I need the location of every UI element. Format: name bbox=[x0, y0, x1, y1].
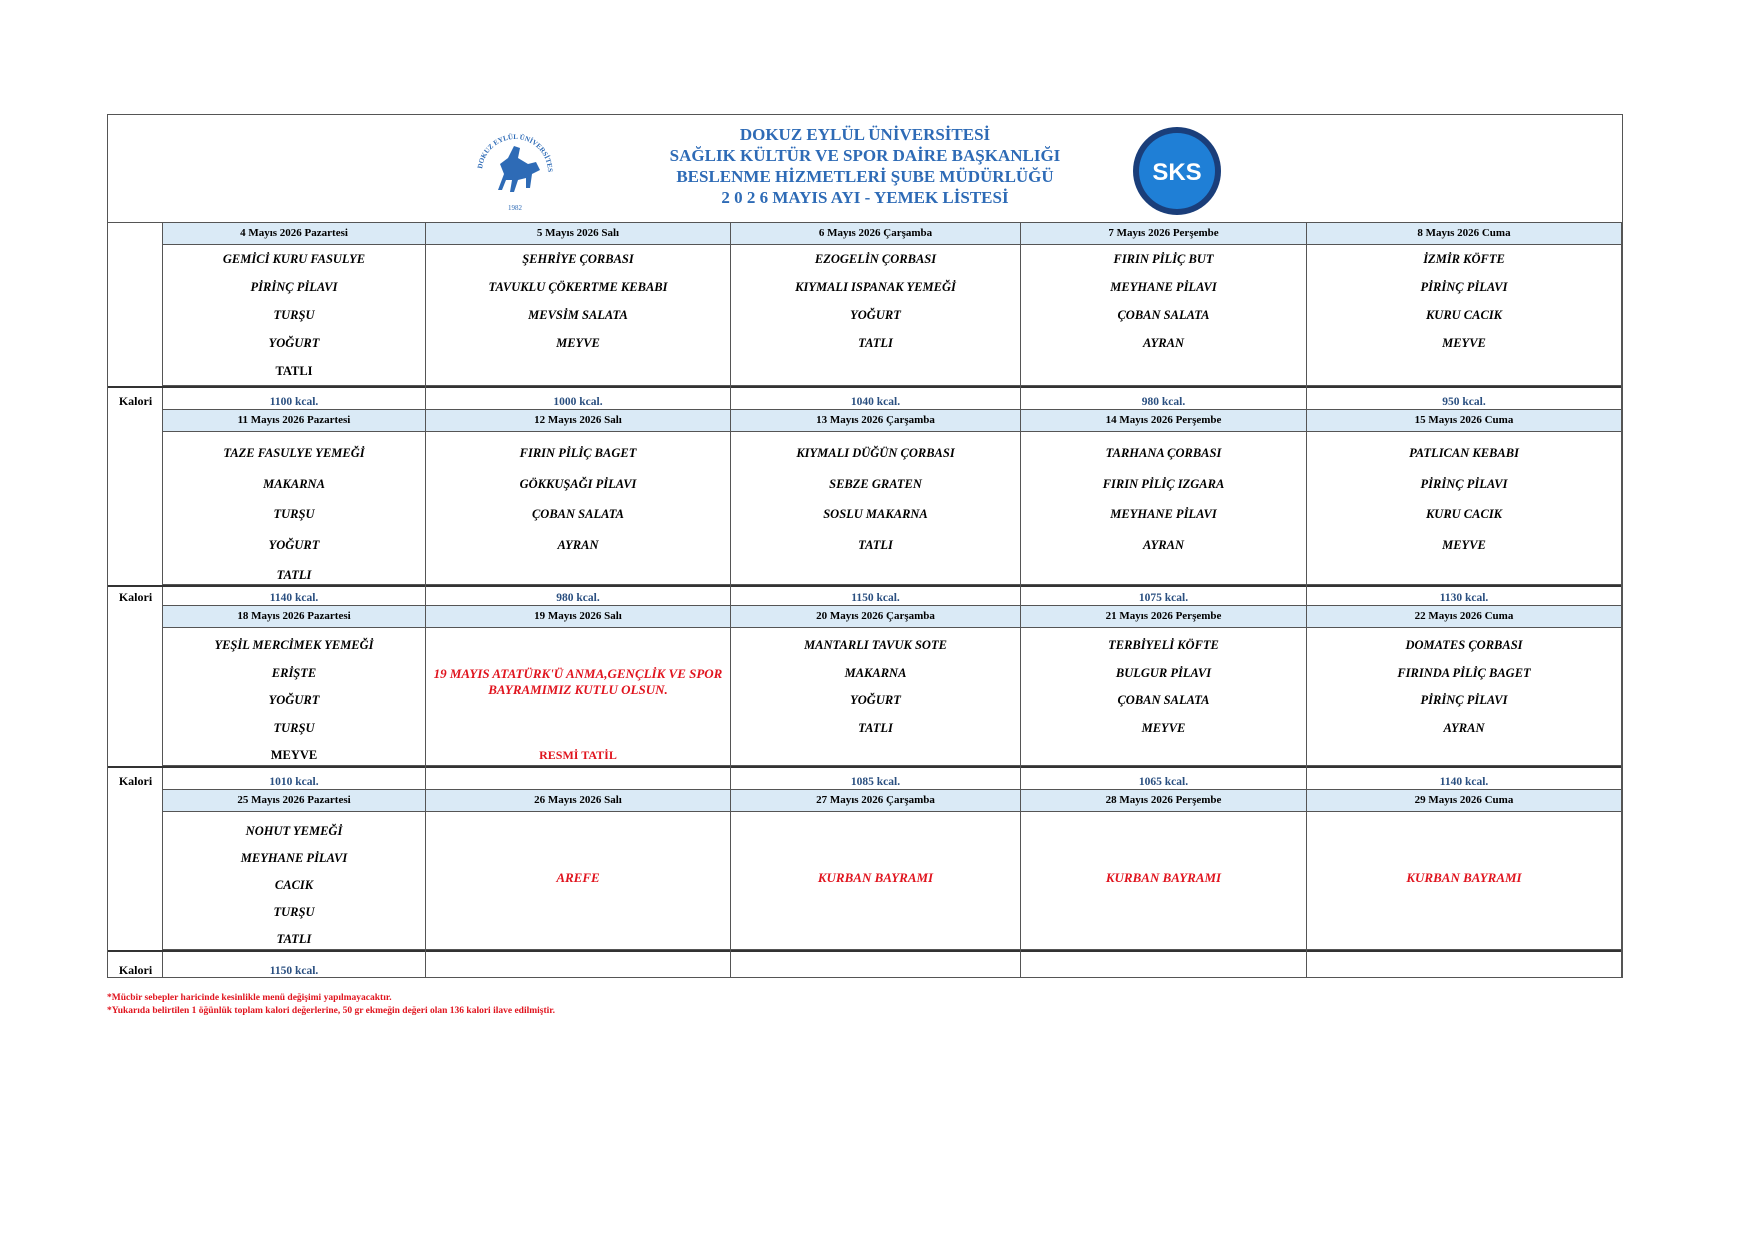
holiday-note-2: RESMİ TATİL bbox=[539, 748, 617, 762]
holiday-note: KURBAN BAYRAMI bbox=[817, 870, 934, 885]
menu-item: MEYVE bbox=[1442, 336, 1486, 350]
day-header: 27 Mayıs 2026 Çarşamba bbox=[731, 789, 1021, 812]
menu-item: ERİŞTE bbox=[271, 665, 317, 680]
menu-item: AYRAN bbox=[557, 537, 599, 552]
kalori-label: Kalori bbox=[118, 963, 153, 977]
day-menu-cell bbox=[731, 432, 1021, 585]
calorie-value bbox=[1307, 950, 1622, 978]
day-header: 6 Mayıs 2026 Çarşamba bbox=[731, 222, 1021, 245]
menu-item: MEYVE bbox=[556, 336, 600, 350]
calorie-value bbox=[1021, 950, 1307, 978]
menu-item: MEYVE bbox=[1141, 720, 1186, 735]
day-header: 15 Mayıs 2026 Cuma bbox=[1307, 409, 1622, 432]
menu-item: SOSLU MAKARNA bbox=[823, 507, 928, 521]
calorie-value: 1140 kcal. bbox=[1307, 766, 1622, 789]
day-header: 21 Mayıs 2026 Perşembe bbox=[1021, 605, 1307, 628]
day-menu-cell bbox=[1307, 432, 1622, 585]
calorie-value: 1040 kcal. bbox=[731, 386, 1021, 409]
menu-item: GÖKKUŞAĞI PİLAVI bbox=[519, 476, 637, 491]
kalori-label: Kalori bbox=[118, 590, 153, 604]
day-header: 22 Mayıs 2026 Cuma bbox=[1307, 605, 1622, 628]
menu-item: TATLI bbox=[276, 568, 312, 582]
week-label-column bbox=[108, 409, 163, 605]
day-header: 18 Mayıs 2026 Pazartesi bbox=[163, 605, 426, 628]
calorie-value bbox=[426, 950, 731, 978]
menu-item: SEBZE GRATEN bbox=[829, 476, 922, 491]
holiday-note: KURBAN BAYRAMI bbox=[1105, 870, 1222, 885]
day-menu-cell bbox=[1307, 812, 1622, 950]
menu-item: MEYVE bbox=[270, 748, 318, 762]
menu-item: PATLICAN KEBABI bbox=[1409, 446, 1519, 460]
menu-item: MEVSİM SALATA bbox=[528, 308, 628, 322]
menu-item: MAKARNA bbox=[263, 476, 325, 491]
logo-left-text: DOKUZ EYLÜL ÜNİVERSİTES bbox=[476, 132, 555, 173]
day-header: 20 Mayıs 2026 Çarşamba bbox=[731, 605, 1021, 628]
day-header: 19 Mayıs 2026 Salı bbox=[426, 605, 731, 628]
menu-item: GEMİCİ KURU FASULYE bbox=[222, 252, 366, 266]
calorie-value: 1100 kcal. bbox=[163, 386, 426, 409]
menu-item: TATLI bbox=[858, 336, 893, 350]
calorie-value: 980 kcal. bbox=[426, 585, 731, 605]
menu-item: YOĞURT bbox=[268, 537, 320, 552]
menu-item: AYRAN bbox=[1143, 537, 1184, 552]
day-header: 29 Mayıs 2026 Cuma bbox=[1307, 789, 1622, 812]
day-menu-cell bbox=[1307, 628, 1622, 766]
menu-item: ŞEHRİYE ÇORBASI bbox=[522, 252, 634, 266]
menu-item: TURŞU bbox=[273, 720, 315, 735]
calorie-value: 1085 kcal. bbox=[731, 766, 1021, 789]
menu-item: TARHANA ÇORBASI bbox=[1105, 446, 1222, 460]
menu-item: YOĞURT bbox=[850, 693, 901, 707]
day-menu-cell bbox=[426, 628, 731, 766]
footnotes bbox=[107, 992, 555, 1018]
menu-item: AYRAN bbox=[1143, 336, 1184, 350]
header bbox=[108, 115, 1622, 223]
day-menu-cell bbox=[1307, 245, 1622, 386]
menu-item: MEYHANE PİLAVI bbox=[240, 851, 348, 865]
calorie-value: 1140 kcal. bbox=[163, 585, 426, 605]
title-block bbox=[108, 124, 1622, 208]
day-menu-cell bbox=[163, 628, 426, 766]
menu-item: MEYVE bbox=[1442, 537, 1486, 552]
menu-item: FIRIN PİLİÇ BAGET bbox=[519, 446, 637, 460]
day-header: 14 Mayıs 2026 Perşembe bbox=[1021, 409, 1307, 432]
title-line-4: 2 0 2 6 MAYIS AYI - YEMEK LİSTESİ bbox=[721, 188, 1009, 207]
menu-item: KURU CACIK bbox=[1425, 308, 1503, 322]
day-menu-cell bbox=[426, 432, 731, 585]
menu-item: İZMİR KÖFTE bbox=[1423, 252, 1505, 266]
logo-left-year: 1982 bbox=[508, 204, 522, 212]
menu-item: DOMATES ÇORBASI bbox=[1405, 638, 1523, 652]
menu-item: YEŞİL MERCİMEK YEMEĞİ bbox=[214, 638, 374, 652]
menu-item: PİRİNÇ PİLAVI bbox=[1420, 693, 1508, 707]
menu-item: CACIK bbox=[274, 878, 314, 892]
day-header: 25 Mayıs 2026 Pazartesi bbox=[163, 789, 426, 812]
day-menu-cell bbox=[163, 245, 426, 386]
menu-item: TAZE FASULYE YEMEĞİ bbox=[223, 446, 365, 460]
menu-item: KURU CACIK bbox=[1425, 507, 1503, 521]
calorie-value: 1150 kcal. bbox=[163, 950, 426, 978]
title-line-2: SAĞLIK KÜLTÜR VE SPOR DAİRE BAŞKANLIĞI bbox=[669, 146, 1061, 165]
day-menu-cell bbox=[1021, 245, 1307, 386]
menu-item: KIYMALI DÜĞÜN ÇORBASI bbox=[796, 446, 955, 460]
week-label-column bbox=[108, 222, 163, 409]
footnote-1: *Mücbir sebepler haricinde kesinlikle menü değişimi yapılmayacaktır. bbox=[107, 993, 392, 1003]
menu-item: AYRAN bbox=[1443, 720, 1485, 735]
calorie-value: 950 kcal. bbox=[1307, 386, 1622, 409]
day-header: 13 Mayıs 2026 Çarşamba bbox=[731, 409, 1021, 432]
calorie-value: 1075 kcal. bbox=[1021, 585, 1307, 605]
day-menu-cell bbox=[1021, 628, 1307, 766]
day-header: 5 Mayıs 2026 Salı bbox=[426, 222, 731, 245]
menu-item: PİRİNÇ PİLAVI bbox=[250, 280, 338, 294]
menu-item: TATLI bbox=[858, 720, 893, 735]
menu-item: TURŞU bbox=[273, 308, 315, 322]
kalori-label: Kalori bbox=[118, 394, 153, 408]
menu-item: BULGUR PİLAVI bbox=[1115, 665, 1212, 680]
day-header: 26 Mayıs 2026 Salı bbox=[426, 789, 731, 812]
day-menu-cell bbox=[426, 812, 731, 950]
menu-item: TATLI bbox=[858, 537, 893, 552]
holiday-note: AREFE bbox=[556, 870, 600, 885]
calorie-value: 1065 kcal. bbox=[1021, 766, 1307, 789]
day-header: 12 Mayıs 2026 Salı bbox=[426, 409, 731, 432]
sks-logo-text: SKS bbox=[1152, 159, 1202, 186]
menu-item: ÇOBAN SALATA bbox=[1117, 308, 1210, 322]
menu-item: ÇOBAN SALATA bbox=[1117, 693, 1210, 707]
holiday-note: 19 MAYIS ATATÜRK'Ü ANMA,GENÇLİK VE SPOR BAYRAMIMIZ KUTLU OLSUN. bbox=[433, 666, 723, 697]
menu-item: PİRİNÇ PİLAVI bbox=[1420, 280, 1508, 294]
menu-item: YOĞURT bbox=[268, 693, 320, 707]
menu-item: TATLI bbox=[275, 364, 313, 378]
menu-item: MEYHANE PİLAVI bbox=[1110, 507, 1217, 521]
menu-item: MEYHANE PİLAVI bbox=[1110, 280, 1217, 294]
day-menu-cell bbox=[731, 628, 1021, 766]
menu-item: NOHUT YEMEĞİ bbox=[245, 824, 343, 838]
title-line-3: BESLENME HİZMETLERİ ŞUBE MÜDÜRLÜĞÜ bbox=[676, 167, 1054, 186]
day-menu-cell bbox=[1021, 432, 1307, 585]
menu-item: EZOGELİN ÇORBASI bbox=[814, 252, 937, 266]
kalori-label: Kalori bbox=[118, 774, 153, 788]
calorie-value bbox=[426, 766, 731, 789]
sks-logo bbox=[1130, 124, 1224, 218]
holiday-note: KURBAN BAYRAMI bbox=[1406, 870, 1522, 885]
menu-sheet bbox=[107, 114, 1623, 978]
calorie-value: 1150 kcal. bbox=[731, 585, 1021, 605]
menu-item: TATLI bbox=[276, 932, 312, 946]
calorie-value: 1000 kcal. bbox=[426, 386, 731, 409]
day-menu-cell bbox=[1021, 812, 1307, 950]
calorie-value: 1130 kcal. bbox=[1307, 585, 1622, 605]
day-header: 28 Mayıs 2026 Perşembe bbox=[1021, 789, 1307, 812]
day-header: 4 Mayıs 2026 Pazartesi bbox=[163, 222, 426, 245]
calorie-value: 980 kcal. bbox=[1021, 386, 1307, 409]
menu-item: TURŞU bbox=[273, 905, 315, 919]
day-header: 11 Mayıs 2026 Pazartesi bbox=[163, 409, 426, 432]
week-label-column bbox=[108, 605, 163, 789]
day-menu-cell bbox=[426, 245, 731, 386]
day-header: 8 Mayıs 2026 Cuma bbox=[1307, 222, 1622, 245]
menu-item: TURŞU bbox=[273, 507, 315, 521]
menu-item: FIRIN PİLİÇ BUT bbox=[1113, 252, 1214, 266]
day-menu-cell bbox=[163, 432, 426, 585]
menu-item: KIYMALI ISPANAK YEMEĞİ bbox=[795, 280, 956, 294]
menu-item: MAKARNA bbox=[844, 665, 907, 680]
menu-item: TAVUKLU ÇÖKERTME KEBABI bbox=[488, 280, 668, 294]
calorie-value bbox=[731, 950, 1021, 978]
menu-item: MANTARLI TAVUK SOTE bbox=[804, 638, 947, 652]
menu-item: YOĞURT bbox=[850, 308, 901, 322]
menu-item: FIRIN PİLİÇ IZGARA bbox=[1102, 476, 1225, 491]
menu-item: FIRINDA PİLİÇ BAGET bbox=[1397, 665, 1531, 680]
title-line-1: DOKUZ EYLÜL ÜNİVERSİTESİ bbox=[739, 125, 991, 144]
day-menu-cell bbox=[731, 245, 1021, 386]
day-header: 7 Mayıs 2026 Perşembe bbox=[1021, 222, 1307, 245]
calorie-value: 1010 kcal. bbox=[163, 766, 426, 789]
day-menu-cell bbox=[163, 812, 426, 950]
day-menu-cell bbox=[731, 812, 1021, 950]
menu-item: ÇOBAN SALATA bbox=[531, 507, 625, 521]
menu-item: PİRİNÇ PİLAVI bbox=[1420, 476, 1508, 491]
footnote-2: *Yukarıda belirtilen 1 öğünlük toplam kalori değerlerine, 50 gr ekmeğin değeri olan 136 kalori ilave edilmiştir. bbox=[107, 1006, 555, 1016]
menu-item: YOĞURT bbox=[268, 336, 320, 350]
menu-item: TERBİYELİ KÖFTE bbox=[1108, 638, 1219, 652]
